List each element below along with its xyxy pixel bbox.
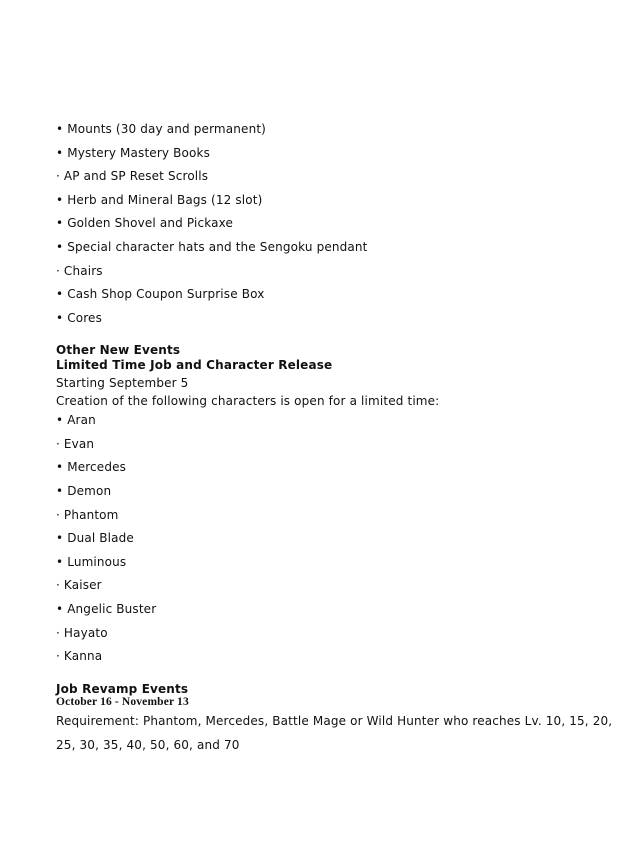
list-item: • Aran bbox=[56, 413, 96, 427]
list-item: • Demon bbox=[56, 484, 112, 498]
section-subheading: Limited Time Job and Character Release bbox=[56, 358, 333, 372]
section-heading: Job Revamp Events bbox=[56, 682, 189, 696]
list-item: · Evan bbox=[56, 437, 95, 451]
start-date-text: Starting September 5 bbox=[56, 376, 189, 390]
date-range: October 16 - November 13 bbox=[56, 696, 189, 708]
list-item: • Cores bbox=[56, 311, 102, 325]
requirement-text: Requirement: Phantom, Mercedes, Battle Mage or Wild Hunter who reaches Lv. 10, 15, 20, bbox=[56, 714, 613, 728]
list-item: • Mercedes bbox=[56, 460, 127, 474]
list-item: · AP and SP Reset Scrolls bbox=[56, 169, 209, 183]
list-item: • Mystery Mastery Books bbox=[56, 146, 211, 160]
list-item: • Luminous bbox=[56, 555, 127, 569]
list-item: • Dual Blade bbox=[56, 531, 134, 545]
list-item: · Kanna bbox=[56, 649, 103, 663]
list-item: · Phantom bbox=[56, 508, 119, 522]
list-item: · Kaiser bbox=[56, 578, 102, 592]
list-item: • Mounts (30 day and permanent) bbox=[56, 122, 267, 136]
list-item: • Angelic Buster bbox=[56, 602, 157, 616]
section-heading: Other New Events bbox=[56, 343, 181, 357]
list-item: • Cash Shop Coupon Surprise Box bbox=[56, 287, 265, 301]
list-item: • Special character hats and the Sengoku pendant bbox=[56, 240, 368, 254]
intro-text: Creation of the following characters is open for a limited time: bbox=[56, 394, 440, 408]
list-item: • Herb and Mineral Bags (12 slot) bbox=[56, 193, 263, 207]
list-item: · Chairs bbox=[56, 264, 103, 278]
list-item: · Hayato bbox=[56, 626, 108, 640]
list-item: • Golden Shovel and Pickaxe bbox=[56, 216, 234, 230]
requirement-text: 25, 30, 35, 40, 50, 60, and 70 bbox=[56, 738, 240, 752]
